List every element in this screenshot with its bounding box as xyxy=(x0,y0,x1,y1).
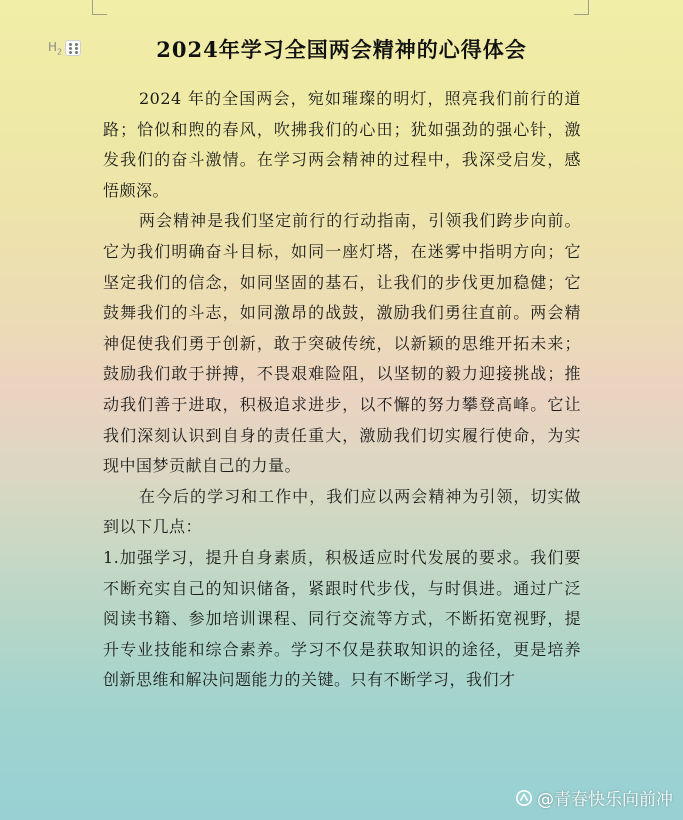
toutiao-logo-icon xyxy=(515,789,533,807)
page-corner-mark-right xyxy=(574,0,589,15)
page-corner-mark-left xyxy=(92,0,107,15)
paragraph-3: 在今后的学习和工作中，我们应以两会精神为引领，切实做到以下几点： xyxy=(103,486,581,537)
paragraph-2: 两会精神是我们坚定前行的行动指南，引领我们跨步向前。它为我们明确奋斗目标，如同一座灯塔，在迷雾中指明方向；它坚定我们的信念，如同坚固的基石，让我们的步伐更加稳健；它鼓舞我们的斗志，如同激昂的战鼓，激励我们勇往直前。两会精神促使我们勇于创新，敢于突破传统，以新颖的思维开拓未来；鼓励我们敢于拼搏，不畏艰难险阻，以坚韧的毅力迎接挑战；推动我们善于进取，积极追求进步，以不懈的努力攀登高峰。它让我们深刻认识到自身的责任重大，激励我们切实履行使命，为实现中国梦贡献自己的力量。 xyxy=(103,211,581,476)
paragraph-1: 2024 年的全国两会，宛如璀璨的明灯，照亮我们前行的道路；恰似和煦的春风，吹拂我们的心田；犹如强劲的强心针，激发我们的奋斗激情。在学习两会精神的过程中，我深受启发，感悟颇深。 xyxy=(103,89,581,200)
paragraph-4-list-item: 1.加强学习，提升自身素质，积极适应时代发展的要求。我们要不断充实自己的知识储备，紧跟时代步伐，与时俱进。通过广泛阅读书籍、参加培训课程、同行交流等方式，不断拓宽视野，提升专业技能和综合素养。学习不仅是获取知识的途径，更是培养创新思维和解决问题能力的关键。只有不断学习，我们才 xyxy=(103,547,581,690)
document-body xyxy=(103,84,581,696)
heading-level-label: $H_2$ xyxy=(48,40,63,57)
document-title: 2024年学习全国两会精神的心得体会 xyxy=(156,37,527,62)
watermark xyxy=(515,785,673,810)
watermark-text: @青春快乐向前冲 xyxy=(537,790,673,810)
